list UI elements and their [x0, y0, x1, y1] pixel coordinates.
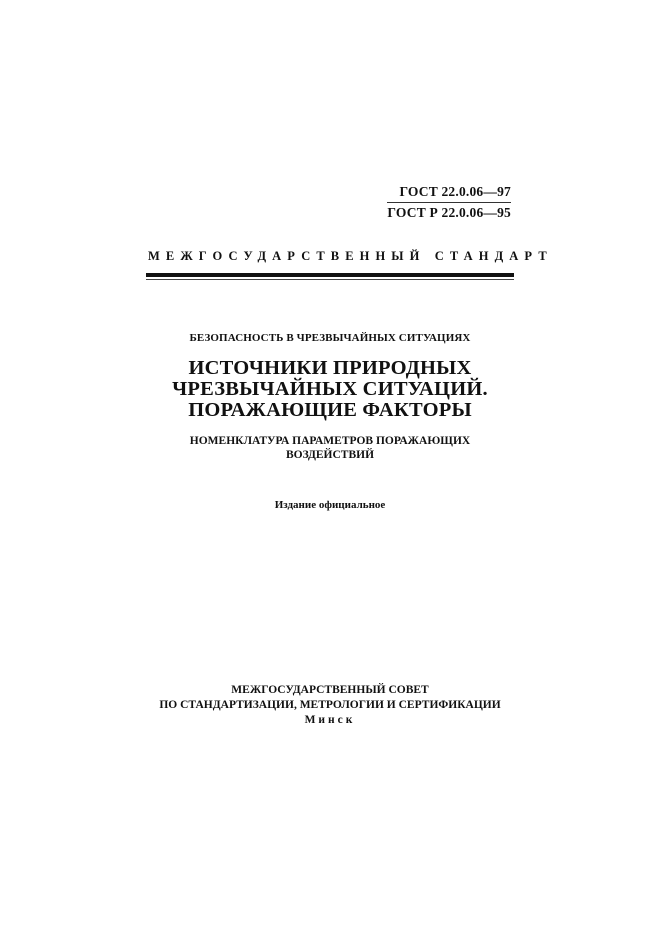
subtitle: [80, 434, 580, 462]
standard-codes: [387, 183, 511, 222]
thick-rule: [146, 273, 514, 277]
standard-code-secondary: ГОСТ Р 22.0.06—95: [387, 205, 511, 220]
edition-label: Издание официальное: [274, 499, 386, 511]
subtitle-line: НОМЕНКЛАТУРА ПАРАМЕТРОВ ПОРАЖАЮЩИХ: [189, 435, 471, 447]
main-title-line: ЧРЕЗВЫЧАЙНЫХ СИТУАЦИЙ.: [172, 378, 488, 400]
main-title: [80, 358, 580, 421]
code-divider: [387, 202, 511, 203]
main-title-line: ИСТОЧНИКИ ПРИРОДНЫХ: [188, 357, 472, 379]
publisher-line: ПО СТАНДАРТИЗАЦИИ, МЕТРОЛОГИИ И СЕРТИФИКАЦИИ: [159, 699, 501, 711]
main-title-line: ПОРАЖАЮЩИЕ ФАКТОРЫ: [188, 399, 472, 421]
series-title: БЕЗОПАСНОСТЬ В ЧРЕЗВЫЧАЙНЫХ СИТУАЦИЯХ: [189, 332, 471, 344]
standard-code-primary: ГОСТ 22.0.06—97: [399, 184, 511, 199]
publisher-city: Минск: [304, 714, 356, 726]
thin-rule: [146, 279, 514, 280]
publisher-line: МЕЖГОСУДАРСТВЕННЫЙ СОВЕТ: [231, 684, 429, 696]
subtitle-line: ВОЗДЕЙСТВИЙ: [285, 449, 375, 461]
standard-type: МЕЖГОСУДАРСТВЕННЫЙ СТАНДАРТ: [148, 249, 553, 263]
publisher-block: [80, 683, 580, 728]
